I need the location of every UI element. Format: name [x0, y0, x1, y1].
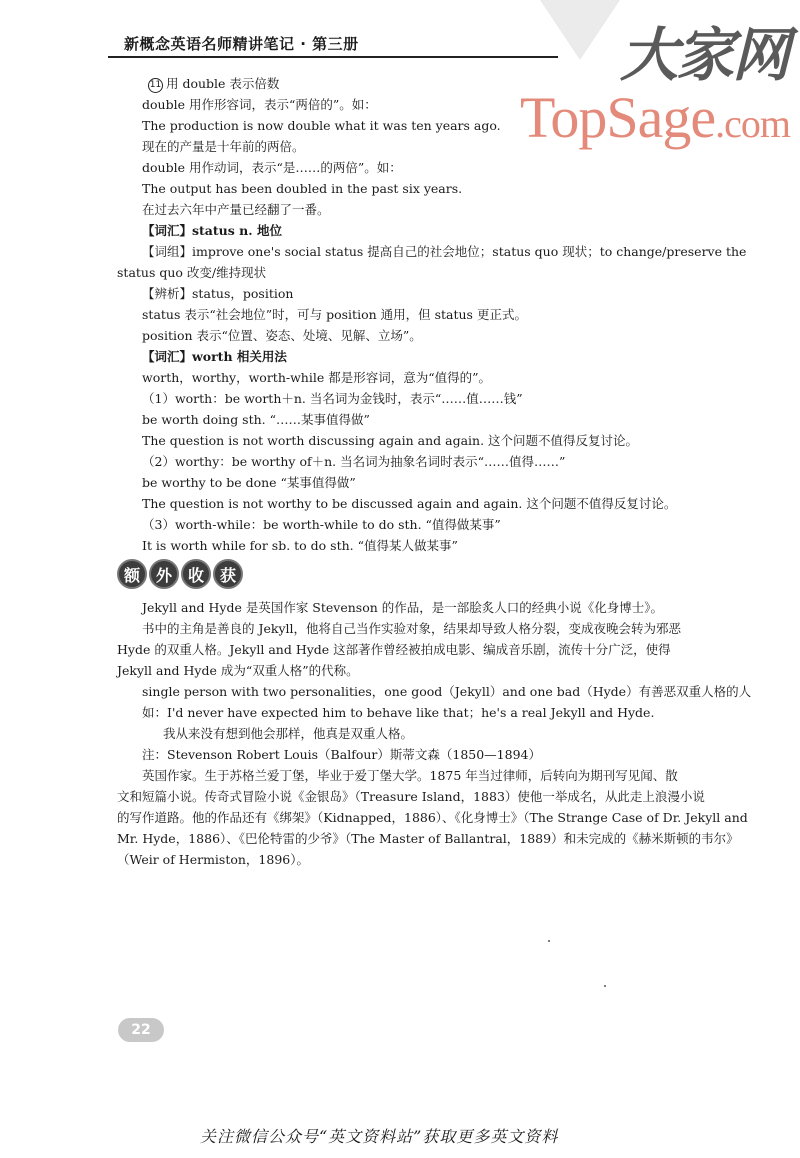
scan-speck — [604, 985, 606, 987]
text-line — [142, 496, 676, 512]
text-line-content: The question is not worthy to be discussed again and again. 这个问题不值得反复讨论。 — [142, 496, 677, 511]
text-line-content: The output has been doubled in the past six years. — [142, 181, 463, 196]
text-line-content: Jekyll and Hyde 是英国作家 Stevenson 的作品，是一部脍炙人口的经典小说《化身博士》。 — [142, 600, 664, 615]
text-line-content: The production is now double what it was ten years ago. — [142, 118, 501, 133]
text-line-content: status quo 改变/维持现状 — [117, 265, 267, 280]
text-line-content: （Weir of Hermiston，1896）。 — [117, 852, 309, 867]
text-line — [142, 370, 491, 386]
text-line — [142, 391, 523, 407]
text-line — [142, 223, 282, 239]
banner-char: 收 — [181, 559, 211, 589]
watermark-decoration — [540, 0, 620, 60]
text-line-content: It is worth while for sb. to do sth. “值得某人做某事” — [142, 538, 458, 553]
text-line — [117, 663, 359, 679]
text-line-content: （1）worth：be worth＋n. 当名词为金钱时，表示“……值……钱” — [142, 391, 523, 406]
text-line-content: 如：I'd never have expected him to behave like that；he's a real Jekyll and Hyde. — [142, 705, 655, 720]
text-line-content: 注：Stevenson Robert Louis（Balfour）斯蒂文森（1850—1894） — [142, 747, 541, 762]
text-line — [142, 684, 751, 700]
text-line — [142, 433, 638, 449]
footer-note: 关注微信公众号“英文资料站”获取更多英文资料 — [200, 1127, 559, 1146]
text-line-content: worth，worthy，worth-while 都是形容词，意为“值得的”。 — [142, 370, 492, 385]
text-line — [148, 76, 279, 93]
page-number: 22 — [118, 1018, 164, 1042]
header-divider — [108, 56, 558, 58]
text-line — [142, 118, 501, 134]
text-line-content: 书中的主角是善良的 Jekyll，他将自己当作实验对象，结果却导致人格分裂，变成夜晚会转为邪恶 — [142, 621, 682, 636]
text-line — [117, 265, 266, 281]
text-line — [163, 726, 413, 742]
text-line — [117, 810, 748, 826]
text-line — [117, 642, 671, 658]
watermark-logo-en: TopSage.com — [520, 85, 790, 150]
text-line — [142, 139, 305, 155]
text-line — [142, 349, 287, 365]
text-line-content: position 表示“位置、姿态、处境、见解、立场”。 — [142, 328, 422, 343]
text-line-content: Hyde 的双重人格。Jekyll and Hyde 这部著作曾经被拍成电影、编成音乐剧，流传十分广泛，使得 — [117, 642, 671, 657]
banner-char: 获 — [213, 559, 243, 589]
watermark-logo-cn: 大家网 — [620, 21, 789, 89]
text-line — [117, 789, 705, 805]
text-line — [142, 517, 501, 533]
text-line-content: 英国作家。生于苏格兰爱丁堡，毕业于爱丁堡大学。1875 年当过律师，后转向为期刊写见闻、散 — [142, 768, 678, 783]
text-line — [142, 244, 746, 260]
text-line — [142, 747, 541, 763]
text-line-content: The question is not worth discussing again and again. 这个问题不值得反复讨论。 — [142, 433, 639, 448]
text-line — [142, 328, 422, 344]
text-line — [117, 831, 739, 847]
text-line-content: 【词汇】status n. 地位 — [142, 223, 282, 238]
text-line-content: 我从来没有想到他会那样，他真是双重人格。 — [163, 726, 414, 741]
text-line-content: be worth doing sth. “……某事值得做” — [142, 412, 370, 427]
text-line — [142, 621, 681, 637]
text-line-content: be worthy to be done “某事值得做” — [142, 475, 356, 490]
text-line — [142, 768, 678, 784]
section-banner-extra-gains — [117, 559, 243, 589]
text-line — [142, 202, 330, 218]
text-line-content: （3）worth-while：be worth-while to do sth. “值得做某事” — [142, 517, 501, 532]
scan-speck — [548, 940, 550, 942]
text-line-content: 【辨析】status，position — [142, 286, 294, 301]
text-line — [142, 97, 377, 113]
banner-char: 额 — [117, 559, 147, 589]
text-line — [142, 307, 527, 323]
banner-char: 外 — [149, 559, 179, 589]
text-line-content: Jekyll and Hyde 成为“双重人格”的代称。 — [117, 663, 359, 678]
text-line — [142, 538, 458, 554]
text-line-content: 的写作道路。他的作品还有《绑架》（Kidnapped，1886）、《化身博士》（The Strange Case of Dr. Jekyll and — [117, 810, 748, 825]
text-line-content: 现在的产量是十年前的两倍。 — [142, 139, 305, 154]
text-line — [142, 705, 654, 721]
text-line — [142, 160, 402, 176]
circled-number: 11 — [148, 78, 163, 93]
text-line-content: double 用作动词，表示“是……的两倍”。如： — [142, 160, 402, 175]
text-line — [142, 181, 462, 197]
text-line — [142, 286, 293, 302]
text-line-content: 在过去六年中产量已经翻了一番。 — [142, 202, 330, 217]
text-line-content: 【词汇】worth 相关用法 — [142, 349, 287, 364]
text-line-content: single person with two personalities，one good（Jekyll）and one bad（Hyde）有善恶双重人格的人 — [142, 684, 752, 699]
text-line-content: 文和短篇小说。传奇式冒险小说《金银岛》（Treasure Island，1883）使他一举成名，从此走上浪漫小说 — [117, 789, 705, 804]
page-header-title: 新概念英语名师精讲笔记 · 第三册 — [124, 35, 359, 53]
text-line-content: double 用作形容词，表示“两倍的”。如： — [142, 97, 377, 112]
text-line — [142, 475, 356, 491]
text-line — [142, 454, 565, 470]
text-line-content: status 表示“社会地位”时，可与 position 通用，但 status 更正式。 — [142, 307, 527, 322]
text-line — [142, 412, 370, 428]
text-line — [142, 600, 663, 616]
text-line-content: 【词组】improve one's social status 提高自己的社会地位；status quo 现状；to change/preserve the — [142, 244, 747, 259]
text-line-content: Mr. Hyde，1886）、《巴伦特雷的少爷》（The Master of Ballantral，1889）和未完成的《赫米斯顿的韦尔》 — [117, 831, 739, 846]
text-line-content: （2）worthy：be worthy of＋n. 当名词为抽象名词时表示“……值得……” — [142, 454, 566, 469]
text-line-content: 用 double 表示倍数 — [166, 76, 280, 91]
text-line — [117, 852, 309, 868]
